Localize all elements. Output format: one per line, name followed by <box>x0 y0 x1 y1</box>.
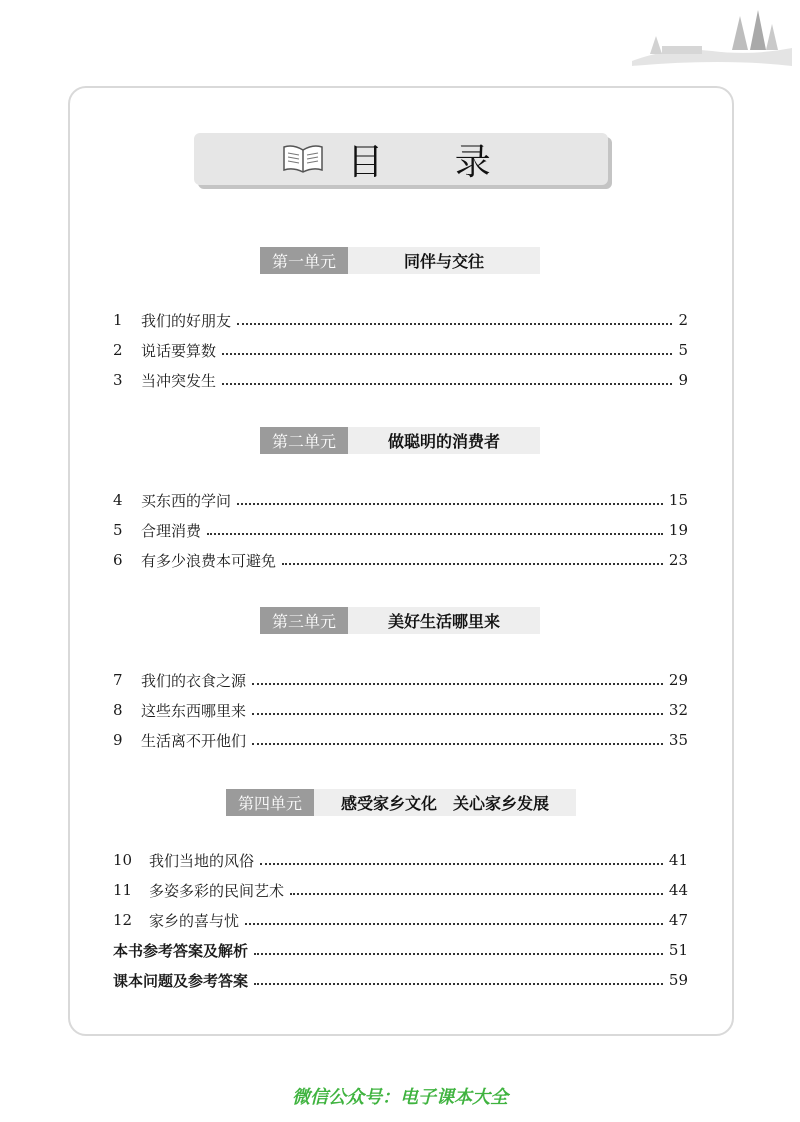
leader-dots <box>252 683 663 685</box>
leader-dots <box>252 743 663 745</box>
unit-name: 同伴与交往 <box>348 247 540 274</box>
unit-1-header <box>260 247 540 274</box>
page-title: 目 录 <box>347 141 521 183</box>
unit-tag: 第二单元 <box>260 427 348 454</box>
page-number: 5 <box>678 341 688 359</box>
leader-dots <box>290 893 663 895</box>
page-number: 47 <box>668 911 688 929</box>
open-book-icon <box>281 144 325 174</box>
toc-entry[interactable] <box>113 308 688 332</box>
appendix-title: 课本问题及参考答案 <box>113 971 249 990</box>
lesson-title: 我们的衣食之源 <box>141 671 247 690</box>
page-number: 32 <box>668 701 688 719</box>
leader-dots <box>207 533 663 535</box>
lesson-number: 3 <box>113 371 123 389</box>
unit-tag: 第一单元 <box>260 247 348 274</box>
leader-dots <box>254 983 663 985</box>
unit-3-header <box>260 607 540 634</box>
toc-entry[interactable] <box>113 518 688 542</box>
toc-entry[interactable] <box>113 698 688 722</box>
lesson-number: 10 <box>113 851 133 869</box>
lesson-number: 9 <box>113 731 123 749</box>
toc-appendix-entry[interactable] <box>113 968 688 992</box>
leader-dots <box>222 383 672 385</box>
unit-tag: 第四单元 <box>226 789 314 816</box>
toc-entry[interactable] <box>113 728 688 752</box>
page-number: 15 <box>668 491 688 509</box>
toc-entry[interactable] <box>113 488 688 512</box>
page-number: 44 <box>668 881 688 899</box>
unit-2-header <box>260 427 540 454</box>
toc-entry[interactable] <box>113 878 688 902</box>
trees-landscape-decoration <box>632 6 792 76</box>
page-number: 23 <box>668 551 688 569</box>
toc-entry[interactable] <box>113 368 688 392</box>
lesson-title: 我们的好朋友 <box>141 311 232 330</box>
lesson-number: 7 <box>113 671 123 689</box>
page-number: 35 <box>668 731 688 749</box>
lesson-title: 我们当地的风俗 <box>149 851 255 870</box>
toc-entry[interactable] <box>113 848 688 872</box>
leader-dots <box>237 323 672 325</box>
lesson-number: 11 <box>113 881 133 899</box>
appendix-title: 本书参考答案及解析 <box>113 941 249 960</box>
lesson-title: 说话要算数 <box>141 341 217 360</box>
lesson-number: 12 <box>113 911 133 929</box>
toc-entry[interactable] <box>113 668 688 692</box>
lesson-number: 8 <box>113 701 123 719</box>
lesson-title: 这些东西哪里来 <box>141 701 247 720</box>
leader-dots <box>282 563 663 565</box>
lesson-number: 4 <box>113 491 123 509</box>
unit-name: 美好生活哪里来 <box>348 607 540 634</box>
lesson-title: 当冲突发生 <box>141 371 217 390</box>
lesson-number: 5 <box>113 521 123 539</box>
page-number: 51 <box>668 941 688 959</box>
footer-watermark: 微信公众号：电子课本大全 <box>292 1087 508 1108</box>
page-number: 41 <box>668 851 688 869</box>
leader-dots <box>254 953 663 955</box>
toc-appendix-entry[interactable] <box>113 938 688 962</box>
lesson-title: 有多少浪费本可避免 <box>141 551 277 570</box>
toc-entry[interactable] <box>113 338 688 362</box>
leader-dots <box>252 713 663 715</box>
leader-dots <box>237 503 663 505</box>
lesson-title: 买东西的学问 <box>141 491 232 510</box>
lesson-title: 多姿多彩的民间艺术 <box>149 881 285 900</box>
lesson-number: 1 <box>113 311 123 329</box>
lesson-title: 合理消费 <box>141 521 202 540</box>
lesson-title: 家乡的喜与忧 <box>149 911 240 930</box>
leader-dots <box>222 353 672 355</box>
leader-dots <box>245 923 663 925</box>
unit-name: 感受家乡文化 关心家乡发展 <box>314 789 576 816</box>
page-number: 9 <box>678 371 688 389</box>
lesson-number: 6 <box>113 551 123 569</box>
unit-tag: 第三单元 <box>260 607 348 634</box>
lesson-title: 生活离不开他们 <box>141 731 247 750</box>
unit-name: 做聪明的消费者 <box>348 427 540 454</box>
lesson-number: 2 <box>113 341 123 359</box>
page-number: 29 <box>668 671 688 689</box>
page-number: 2 <box>678 311 688 329</box>
toc-entry[interactable] <box>113 908 688 932</box>
toc-entry[interactable] <box>113 548 688 572</box>
leader-dots <box>260 863 663 865</box>
title-banner <box>194 133 608 185</box>
page-number: 59 <box>668 971 688 989</box>
unit-4-header <box>226 789 576 816</box>
page-number: 19 <box>668 521 688 539</box>
